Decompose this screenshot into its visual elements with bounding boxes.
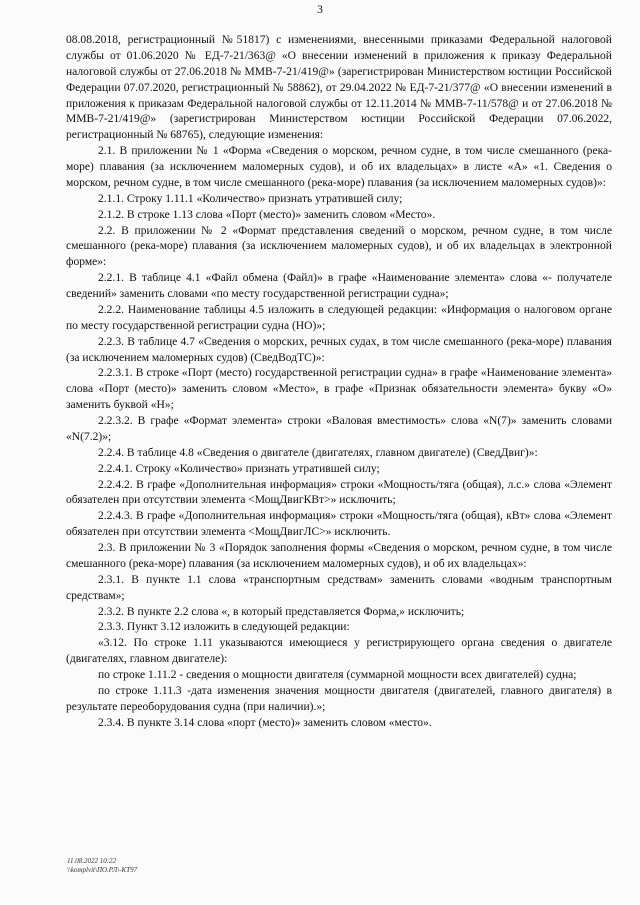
paragraph: 2.3.3. Пункт 3.12 изложить в следующей редакции: <box>98 621 350 634</box>
paragraph: 2.2.4.3. В графе «Дополнительная информация» строки «Мощность/тяга (общая), кВт» слова «Элемент обязателен при отсутствии элемента <МощДвигЛС>» исключить. <box>66 510 612 539</box>
paragraph: 2.2.1. В таблице 4.1 «Файл обмена (Файл)» в графе «Наименование элемента» слова «- получателе сведений» заменить словами «по месту государственной регистрации судна»; <box>66 272 612 300</box>
paragraph: 2.3.2. В пункте 2.2 слова «, в который представляется Форма,» исключить; <box>98 605 465 618</box>
paragraph: 2.3. В приложении № 3 «Порядок заполнения формы «Сведения о морском, речном судне, в том числе смешанного (река-море) плавания (за исключением маломерных судов), и об их владельцах»: <box>66 542 612 570</box>
paragraph: 2.2.4.2. В графе «Дополнительная информация» строки «Мощность/тяга (общая), л.с.» слова «Элемент обязателен при отсутствии элемента <МощДвигКВт>» исключить; <box>66 478 612 507</box>
document-body <box>66 33 612 732</box>
footer-stamp <box>67 857 137 875</box>
footer-file-path: \\komplvit\ПО.РЛ\-КТ97 <box>67 866 138 874</box>
paragraph: 2.2.3.1. В строке «Порт (место) государственной регистрации судна» в графе «Наименование элемента» слова «Порт (место)» заменить словом «Место», в графе «Признак обязательности элемента» букву «О» заменить буквой «Н»; <box>66 367 612 412</box>
paragraph: по строке 1.11.3 -дата изменения значения мощности двигателя (двигателей, главного двигателя) в результате переоборудования судна (при наличии).»; <box>66 684 612 713</box>
paragraph: 2.3.1. В пункте 1.1 слова «транспортным средствам» заменить словами «водным транспортным средствам»; <box>66 573 612 602</box>
footer-date: 11.08.2022 10:22 <box>67 857 117 865</box>
paragraph: 2.2.4. В таблице 4.8 «Сведения о двигателе (двигателях, главном двигателе) (СведДвиг)»: <box>98 446 538 459</box>
paragraph: 2.2.3.2. В графе «Формат элемента» строки «Валовая вместимость» слова «N(7)» заменить словами «N(7.2)»; <box>66 415 612 443</box>
paragraph: 2.1. В приложении № 1 «Форма «Сведения о морском, речном судне, в том числе смешанного (река-море) плавания (за исключением маломерных судов), и об их владельцах» в листе «А» «1. Сведения о морском, речном судне, в том числе смешанного (река-море) плавания (за исключением маломерных судов)»: <box>66 145 612 189</box>
paragraph: 08.08.2018, регистрационный №51817) с изменениями, внесенными приказами Федеральной налоговой службы от 01.06.2020 № ЕД-7-21/363@ «О внесении изменений в приложения к приказу Федеральной налоговой службы от 27.06.2018 № ММВ-7-21/419@» (зарегистрирован Министерством юстиции Российской Федерации 07.07.2020, регистрационный № 58862), от 29.04.2022 № ЕД-7-21/377@ «О внесении изменений в приложения к приказам Федеральной налоговой службы от 12.11.2014 № ММВ-7-11/578@ и от 27.06.2018 № ММВ-7-21/419@» (зарегистрирован Министерством юстиции Российской Федерации 07.06.2022, регистрационный № 68765), следующие изменения: <box>66 34 612 142</box>
paragraph: 2.1.1. Строку 1.11.1 «Количество» признать утратившей силу; <box>98 192 403 205</box>
paragraph: 2.2. В приложении № 2 «Формат представления сведений о морском, речном судне, в том числе смешанного (река-море) плавания (за исключением маломерных судов), и об их владельцах в электронной форме»: <box>66 224 612 269</box>
paragraph: 2.1.2. В строке 1.13 слова «Порт (место)» заменить словом «Место». <box>98 208 436 221</box>
paragraph: «3.12. По строке 1.11 указываются имеющиеся у регистрирующего органа сведения о двигателе (двигателях, главном двигателе): <box>66 637 612 666</box>
paragraph: по строке 1.11.2 - сведения о мощности двигателя (суммарной мощности всех двигателей) судна; <box>98 669 577 681</box>
paragraph: 2.2.3. В таблице 4.7 «Сведения о морских, речных судах, в том числе смешанного (река-море) плавания (за исключением маломерных судов) (СведВодТС)»: <box>66 335 612 364</box>
paragraph: 2.2.2. Наименование таблицы 4.5 изложить в следующей редакции: «Информация о налоговом органе по месту государственной регистрации судна (НО)»; <box>66 303 612 332</box>
page-number: 3 <box>317 3 323 16</box>
paragraph: 2.2.4.1. Строку «Количество» признать утратившей силу; <box>98 462 380 475</box>
paragraph: 2.3.4. В пункте 3.14 слова «порт (место)» заменить словом «место». <box>98 716 432 729</box>
